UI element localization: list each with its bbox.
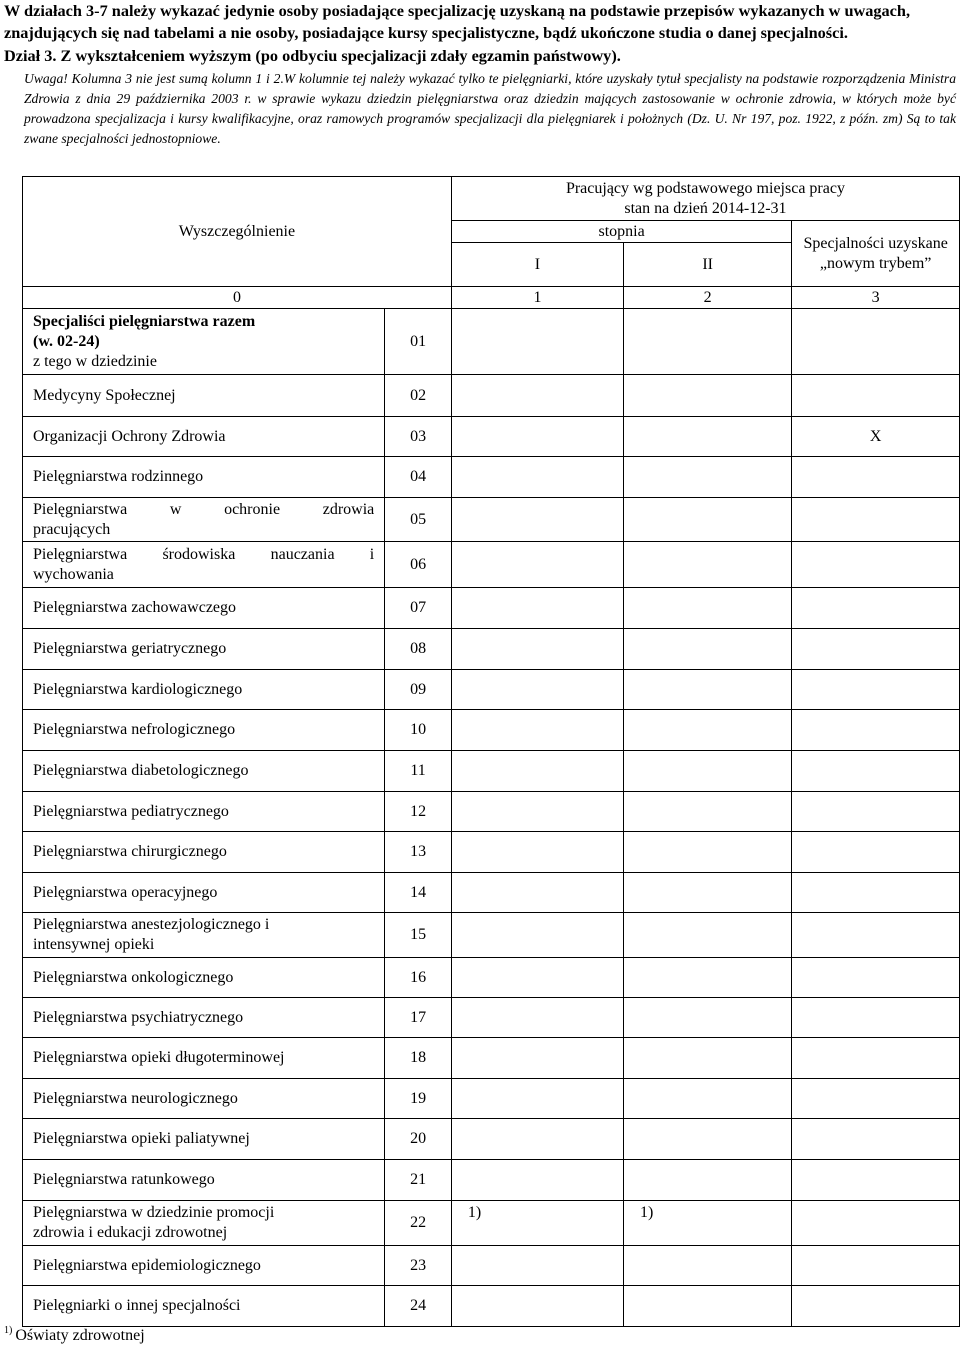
table-row	[23, 1119, 960, 1160]
column-number-0: 0	[23, 287, 452, 309]
row-label	[23, 1201, 385, 1246]
cell-col2[interactable]	[624, 629, 792, 670]
cell-col3[interactable]	[792, 1038, 960, 1079]
cell-col2[interactable]	[624, 498, 792, 542]
cell-col1[interactable]	[451, 1286, 623, 1327]
table-row	[23, 792, 960, 832]
cell-col1[interactable]	[451, 670, 623, 710]
cell-col3[interactable]	[792, 542, 960, 588]
row-code: 16	[385, 958, 452, 998]
note-text: Uwaga! Kolumna 3 nie jest sumą kolumn 1 i 2.W kolumnie tej należy wykazać tylko te pielęgniarki, które uzyskały tytuł specjalisty na podstawie rozporządzenia Ministra Zdrowia z dnia 29 października 2003 r. w sprawie wykazu dziedzin pielęgniarstwa oraz dziedzin mających zastosowanie w ochronie zdrowia, w których może być prowadzona specjalizacja i kursy kwalifikacyjne, oraz ramowych programów specjalizacji dla pielęgniarek i położnych (Dz. U. Nr 197, poz. 1922, z późn. zm) Są to tak zwane specjalności jednostopniowe.	[24, 71, 956, 146]
row-code: 01	[385, 309, 452, 375]
cell-col3[interactable]	[792, 792, 960, 832]
row-code: 11	[385, 751, 452, 792]
table-row	[23, 375, 960, 417]
cell-col2[interactable]	[624, 832, 792, 873]
cell-col2[interactable]	[624, 1038, 792, 1079]
cell-col1[interactable]	[451, 913, 623, 958]
row-label-line2: zdrowia i edukacji zdrowotnej	[33, 1224, 228, 1241]
section-heading: Dział 3. Z wykształceniem wyższym (po odbyciu specjalizacji zdały egzamin państwowy).	[4, 46, 621, 65]
cell-col1[interactable]	[451, 710, 623, 751]
row-code: 19	[385, 1079, 452, 1119]
row-code: 23	[385, 1246, 452, 1286]
footnote	[4, 1326, 145, 1346]
cell-col3[interactable]	[792, 873, 960, 913]
cell-col3-excluded: X	[792, 417, 960, 457]
row-code: 22	[385, 1201, 452, 1246]
table-row	[23, 629, 960, 670]
cell-col2[interactable]	[624, 751, 792, 792]
cell-col2[interactable]	[624, 1119, 792, 1160]
cell-col2[interactable]	[624, 1286, 792, 1327]
row-code: 09	[385, 670, 452, 710]
row-label-line1: Pielęgniarstwa w ochronie zdrowia	[33, 500, 375, 518]
header-employed-line2: stan na dzień 2014-12-31	[624, 199, 787, 217]
cell-col3[interactable]	[792, 498, 960, 542]
header-employed	[451, 177, 959, 221]
header-degree-2: II	[624, 243, 792, 287]
cell-col2[interactable]	[624, 375, 792, 417]
row-label: Pielęgniarstwa chirurgicznego	[23, 832, 385, 873]
cell-col3[interactable]	[792, 832, 960, 873]
table-row	[23, 998, 960, 1038]
cell-col1[interactable]	[451, 751, 623, 792]
row-code: 15	[385, 913, 452, 958]
row-code: 18	[385, 1038, 452, 1079]
row-label: Pielęgniarstwa kardiologicznego	[23, 670, 385, 710]
cell-col1[interactable]	[451, 873, 623, 913]
total-label-line3: z tego w dziedzinie	[33, 352, 157, 370]
cell-col1[interactable]	[451, 375, 623, 417]
row-label-line2: pracujących	[33, 520, 111, 538]
row-label-line1: Pielęgniarstwa środowiska nauczania i	[33, 545, 375, 563]
cell-col3[interactable]	[792, 309, 960, 375]
row-label: Pielęgniarstwa opieki długoterminowej	[23, 1038, 385, 1079]
table-row	[23, 1160, 960, 1201]
cell-col3[interactable]	[792, 1246, 960, 1286]
row-label: Pielęgniarstwa neurologicznego	[23, 1079, 385, 1119]
row-label	[23, 542, 385, 588]
cell-col3[interactable]	[792, 1201, 960, 1246]
row-code: 14	[385, 873, 452, 913]
cell-col2[interactable]	[624, 670, 792, 710]
cell-col2[interactable]	[624, 1246, 792, 1286]
cell-col1[interactable]	[451, 498, 623, 542]
row-label: Pielęgniarstwa epidemiologicznego	[23, 1246, 385, 1286]
cell-col2[interactable]	[624, 958, 792, 998]
row-code: 13	[385, 832, 452, 873]
header-specification: Wyszczególnienie	[23, 177, 452, 287]
row-code: 06	[385, 542, 452, 588]
table-row	[23, 710, 960, 751]
table-row	[23, 873, 960, 913]
cell-col3[interactable]	[792, 958, 960, 998]
intro-text: W działach 3-7 należy wykazać jedynie osoby posiadające specjalizację uzyskaną na podstawie przepisów wykazanych w uwagach, znajdujących się nad tabelami a nie osoby, posiadające kursy specjalistyczne, bądź ukończone studia o danej specjalności.	[4, 1, 911, 42]
row-code: 24	[385, 1286, 452, 1327]
row-code: 03	[385, 417, 452, 457]
header-degree-1: I	[451, 243, 623, 287]
row-code: 04	[385, 457, 452, 498]
row-label: Pielęgniarstwa pediatrycznego	[23, 792, 385, 832]
specialists-table	[22, 176, 960, 1327]
row-code: 02	[385, 375, 452, 417]
column-number-1: 1	[451, 287, 623, 309]
cell-col3[interactable]	[792, 751, 960, 792]
cell-col3[interactable]	[792, 710, 960, 751]
row-label-line1: Pielęgniarstwa anestezjologicznego i	[33, 916, 270, 933]
cell-col3[interactable]	[792, 1079, 960, 1119]
cell-col1[interactable]	[451, 1160, 623, 1201]
cell-col2[interactable]	[624, 873, 792, 913]
cell-col1[interactable]	[451, 958, 623, 998]
row-label: Medycyny Społecznej	[23, 375, 385, 417]
table-row	[23, 542, 960, 588]
row-label-line1: Pielęgniarstwa w dziedzinie promocji	[33, 1204, 275, 1221]
cell-col2[interactable]	[624, 542, 792, 588]
cell-col1-footnote-mark: 1)	[451, 1201, 623, 1246]
row-code: 08	[385, 629, 452, 670]
row-label: Pielęgniarstwa operacyjnego	[23, 873, 385, 913]
cell-col1[interactable]	[451, 309, 623, 375]
row-code: 17	[385, 998, 452, 1038]
cell-col3[interactable]	[792, 375, 960, 417]
cell-col2[interactable]	[624, 588, 792, 629]
row-label: Pielęgniarstwa onkologicznego	[23, 958, 385, 998]
header-degree: stopnia	[451, 221, 791, 243]
cell-col2[interactable]	[624, 913, 792, 958]
table-row	[23, 588, 960, 629]
row-code: 20	[385, 1119, 452, 1160]
table-row	[23, 1038, 960, 1079]
table-row	[23, 670, 960, 710]
table-row	[23, 751, 960, 792]
cell-col1[interactable]	[451, 1038, 623, 1079]
cell-col1[interactable]	[451, 998, 623, 1038]
row-label: Pielęgniarstwa psychiatrycznego	[23, 998, 385, 1038]
cell-col2[interactable]	[624, 417, 792, 457]
intro-block	[4, 0, 956, 149]
column-number-3: 3	[792, 287, 960, 309]
cell-col1[interactable]	[451, 1119, 623, 1160]
cell-col3[interactable]	[792, 1160, 960, 1201]
cell-col2[interactable]	[624, 1079, 792, 1119]
cell-col1[interactable]	[451, 629, 623, 670]
table-row	[23, 832, 960, 873]
table-row	[23, 498, 960, 542]
column-number-2: 2	[624, 287, 792, 309]
row-label: Pielęgniarstwa geriatrycznego	[23, 629, 385, 670]
table-row	[23, 1079, 960, 1119]
table-row	[23, 1286, 960, 1327]
header-specialties: Specjalności uzyskane „nowym trybem”	[792, 221, 960, 287]
table-row	[23, 1246, 960, 1286]
row-label-line2: intensywnej opieki	[33, 936, 155, 953]
row-label-line2: wychowania	[33, 565, 114, 583]
cell-col3[interactable]	[792, 1286, 960, 1327]
cell-col1[interactable]	[451, 792, 623, 832]
row-label	[23, 913, 385, 958]
cell-col1[interactable]	[451, 457, 623, 498]
row-label: Pielęgniarki o innej specjalności	[23, 1286, 385, 1327]
cell-col1[interactable]	[451, 542, 623, 588]
cell-col2[interactable]	[624, 457, 792, 498]
table-row	[23, 417, 960, 457]
cell-col3[interactable]	[792, 588, 960, 629]
cell-col3[interactable]	[792, 629, 960, 670]
row-code: 05	[385, 498, 452, 542]
cell-col1[interactable]	[451, 1246, 623, 1286]
cell-col2-footnote-mark: 1)	[624, 1201, 792, 1246]
cell-col2[interactable]	[624, 1160, 792, 1201]
row-label: Pielęgniarstwa opieki paliatywnej	[23, 1119, 385, 1160]
row-code: 12	[385, 792, 452, 832]
row-code: 10	[385, 710, 452, 751]
cell-col2[interactable]	[624, 309, 792, 375]
table-row	[23, 457, 960, 498]
cell-col1[interactable]	[451, 832, 623, 873]
row-label: Pielęgniarstwa ratunkowego	[23, 1160, 385, 1201]
cell-col1[interactable]	[451, 588, 623, 629]
row-label	[23, 498, 385, 542]
row-code: 21	[385, 1160, 452, 1201]
cell-col2[interactable]	[624, 710, 792, 751]
row-code: 07	[385, 588, 452, 629]
cell-col2[interactable]	[624, 998, 792, 1038]
cell-col1[interactable]	[451, 417, 623, 457]
cell-col2[interactable]	[624, 792, 792, 832]
row-label: Pielęgniarstwa rodzinnego	[23, 457, 385, 498]
table-row	[23, 958, 960, 998]
row-label: Pielęgniarstwa nefrologicznego	[23, 710, 385, 751]
total-label-line1: Specjaliści pielęgniarstwa razem	[33, 312, 256, 330]
row-label: Pielęgniarstwa zachowawczego	[23, 588, 385, 629]
table-row	[23, 1201, 960, 1246]
row-label: Pielęgniarstwa diabetologicznego	[23, 751, 385, 792]
footnote-text: Oświaty zdrowotnej	[15, 1327, 145, 1344]
row-label: Organizacji Ochrony Zdrowia	[23, 417, 385, 457]
cell-col1[interactable]	[451, 1079, 623, 1119]
footnote-marker: 1)	[4, 1325, 13, 1336]
total-label-line2: (w. 02-24)	[33, 332, 100, 350]
cell-col3[interactable]	[792, 913, 960, 958]
cell-col3[interactable]	[792, 1119, 960, 1160]
cell-col3[interactable]	[792, 670, 960, 710]
cell-col3[interactable]	[792, 998, 960, 1038]
total-label	[23, 309, 385, 375]
cell-col3[interactable]	[792, 457, 960, 498]
header-employed-line1: Pracujący wg podstawowego miejsca pracy	[565, 179, 845, 197]
table-row	[23, 913, 960, 958]
table-row-total	[23, 309, 960, 375]
